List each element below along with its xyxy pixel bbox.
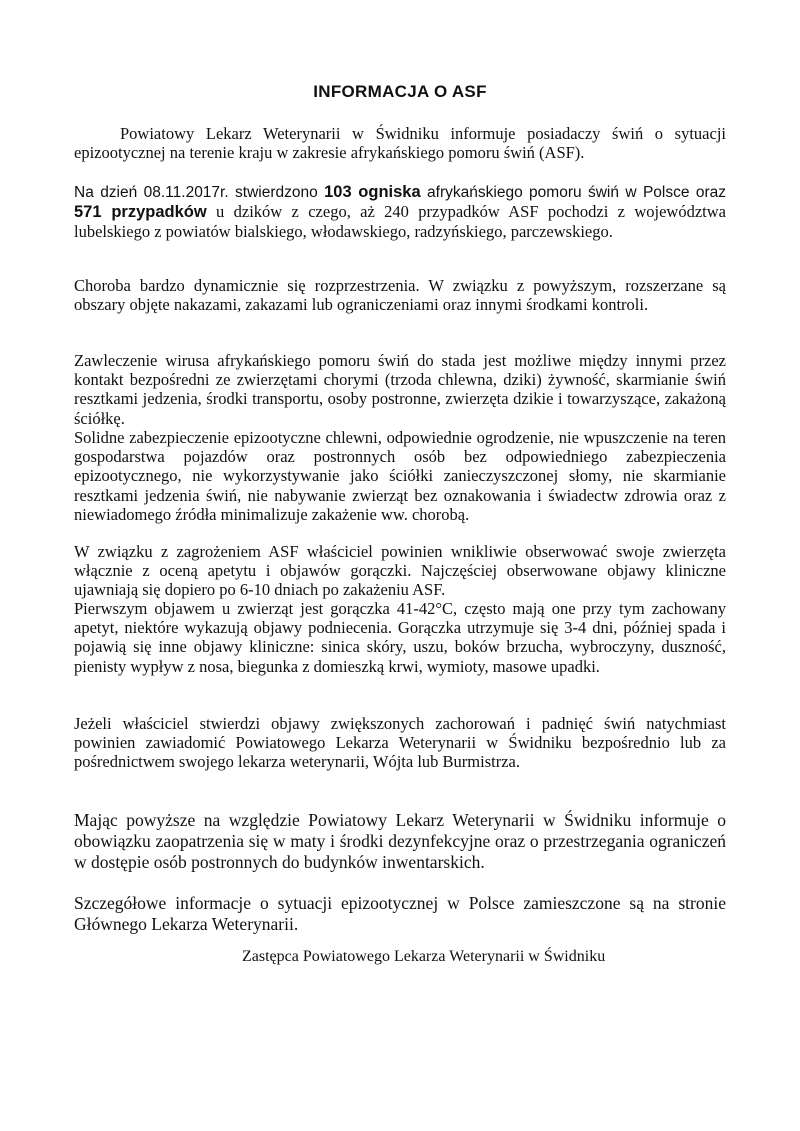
spread-paragraph: Choroba bardzo dynamicznie się rozprzestrzenia. W związku z powyższym, rozszerzane są obszary objęte nakazami, zakazami lub ograniczeniami oraz innymi środkami kontroli. bbox=[74, 276, 726, 315]
stats-text-3: u dzików z czego, aż 240 przypadków ASF pochodzi z województwa lubelskiego z powiatów bialskiego, włodawskiego, radzyńskiego, parczewskiego. bbox=[74, 202, 726, 242]
intro-paragraph: Powiatowy Lekarz Weterynarii w Świdniku informuje posiadaczy świń o sytuacji epizootycznej na terenie kraju w zakresie afrykańskiego pomoru świń (ASF). bbox=[74, 124, 726, 163]
document-title: INFORMACJA O ASF bbox=[313, 82, 487, 101]
stats-text-1: Na dzień 08.11.2017r. stwierdzono bbox=[74, 184, 325, 201]
outbreak-count: 103 ogniska bbox=[324, 183, 421, 201]
transmission-paragraph: Zawleczenie wirusa afrykańskiego pomoru świń do stada jest możliwe między innymi przez kontakt bezpośredni ze zwierzętami chorymi (trzoda chlewna, dziki) żywność, skarmianie świń resztkami jedzenia, środki transportu, osoby postronne, zwierzęta dzikie i towarzyszące, zakażoną ściółkę. bbox=[74, 351, 726, 428]
obligations-paragraph: Mając powyższe na względzie Powiatowy Lekarz Weterynarii w Świdniku informuje o obowiązku zaopatrzenia się w maty i środki dezynfekcyjne oraz o przestrzegania ograniczeń w dostępie osób postronnych do budynków inwentarskich. bbox=[74, 810, 726, 872]
biosecurity-paragraph: Solidne zabezpieczenie epizootyczne chlewni, odpowiednie ogrodzenie, nie wpuszczenie na teren gospodarstwa pojazdów oraz postronnych osób bez odpowiedniego zabezpieczenia epizootycznego, nie wykorzystywanie jako ściółki zanieczyszczonej słomy, nie skarmianie resztkami jedzenia świń, nie nabywanie zwierząt bez oznakowania i świadectw zdrowia oraz z niewiadomego źródła minimalizuje zakażenie ww. chorobą. bbox=[74, 428, 726, 524]
symptoms-paragraph: Pierwszym objawem u zwierząt jest gorączka 41-42°C, często mają one przy tym zachowany apetyt, niektóre wykazują objawy podniecenia. Gorączka utrzymuje się 3-4 dni, później spada i pojawią się inne objawy kliniczne: sinica skóry, uszu, boków brzucha, wybroczyny, duszność, pienisty wypływ z nosa, biegunka z domieszką krwi, wymioty, masowe upadki. bbox=[74, 599, 726, 676]
boar-cases-count: 571 przypadków bbox=[74, 203, 207, 222]
details-paragraph: Szczegółowe informacje o sytuacji epizootycznej w Polsce zamieszczone są na stronie Głównego Lekarza Weterynarii. bbox=[74, 893, 726, 934]
observation-paragraph: W związku z zagrożeniem ASF właściciel powinien wnikliwie obserwować swoje zwierzęta włącznie z oceną apetytu i objawów gorączki. Najczęściej obserwowane objawy kliniczne ujawniają się dopiero po 6-10 dniach po zakażeniu ASF. bbox=[74, 542, 726, 600]
signature-line: Zastępca Powiatowego Lekarza Weterynarii w Świdniku bbox=[242, 948, 606, 965]
outbreak-stats-paragraph bbox=[74, 182, 726, 242]
stats-text-2: afrykańskiego pomoru świń w Polsce oraz bbox=[420, 184, 727, 201]
notification-paragraph: Jeżeli właściciel stwierdzi objawy zwiększonych zachorowań i padnięć świń natychmiast powinien zawiadomić Powiatowego Lekarza Weterynarii w Świdniku bezpośrednio lub za pośrednictwem swojego lekarza weterynarii, Wójta lub Burmistrza. bbox=[74, 714, 726, 772]
